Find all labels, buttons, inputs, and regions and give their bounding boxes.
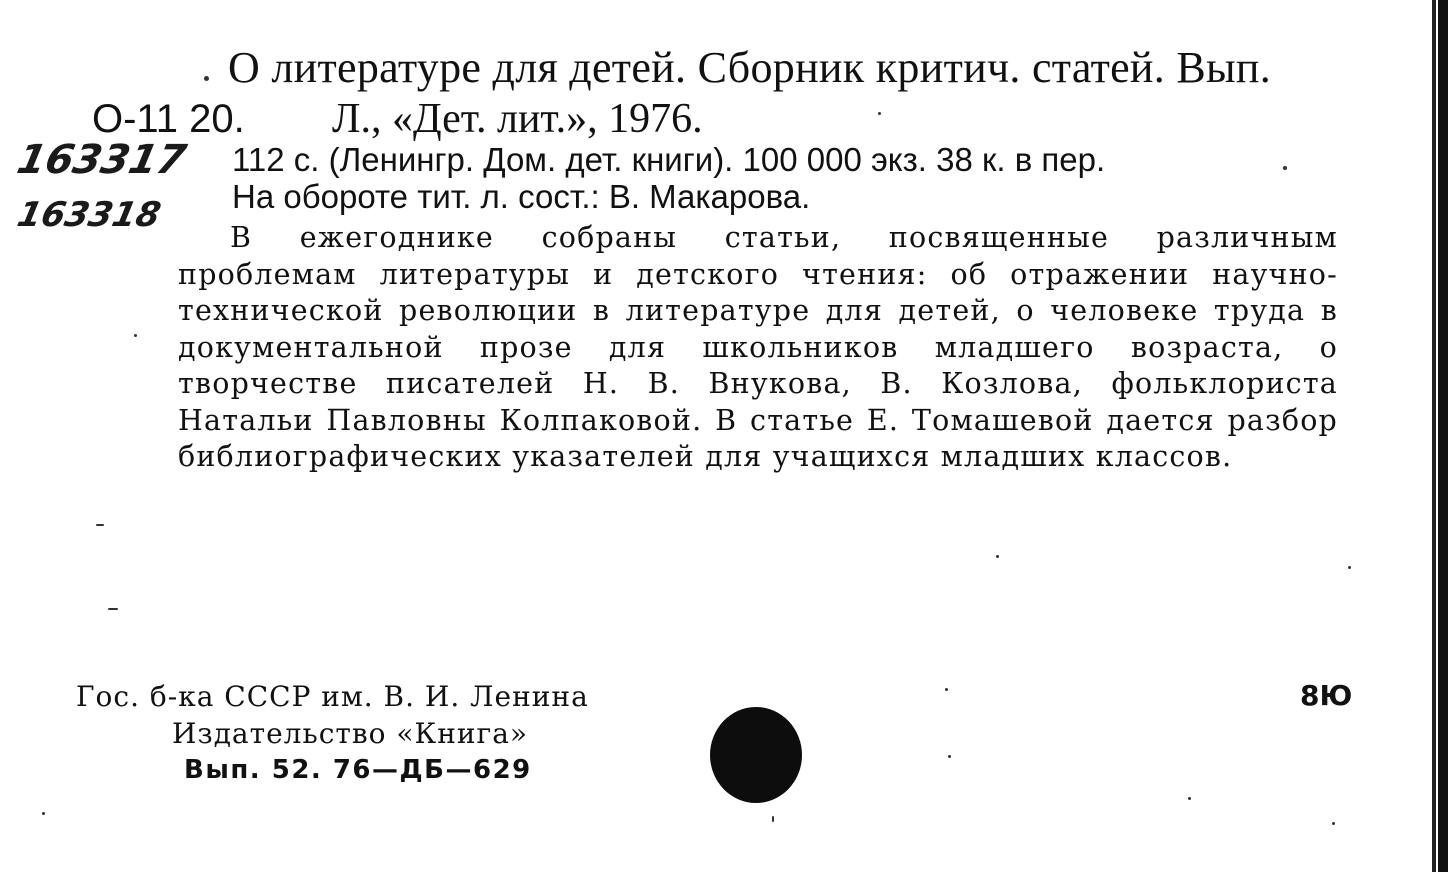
inventory-number-2: 163318 xyxy=(13,195,165,235)
speck xyxy=(1348,566,1351,569)
speck xyxy=(204,76,209,81)
card-title: О литературе для детей. Сборник критич. статей. Вып. xyxy=(228,43,1272,92)
inventory-number-1: 163317 xyxy=(13,137,190,183)
compiler-note: На обороте тит. л. сост.: В. Макарова. xyxy=(232,178,811,215)
card-edge xyxy=(1438,0,1448,872)
speck xyxy=(1188,797,1191,800)
speck xyxy=(1332,822,1335,825)
physical-description: 112 с. (Ленингр. Дом. дет. книги). 100 000 экз. 38 к. в пер. xyxy=(232,141,1106,178)
issue-number: 20. xyxy=(189,97,245,141)
library-name: Гос. б-ка СССР им. В. И. Ленина xyxy=(76,680,589,713)
speck xyxy=(96,524,104,526)
speck xyxy=(42,812,45,815)
speck xyxy=(772,816,774,822)
speck xyxy=(1283,166,1287,170)
speck xyxy=(948,755,951,758)
annotation-text: В ежегоднике собраны статьи, посвященные различным проблемам литературы и детского чтения: об отражении научно-технической революции в литературе для детей, о человеке труда в документальной прозе для школьников младшего возраста, о творчестве писателей Н. В. Внукова, В. Козлова, фольклориста Натальи Павловны Колпаковой. В статье Е. Томашевой дается разбор библиографических указателей для учащихся младших классов. xyxy=(178,221,1338,473)
speck xyxy=(945,688,948,691)
punch-hole xyxy=(710,707,802,803)
speck xyxy=(108,608,118,610)
speck xyxy=(878,112,881,115)
imprint: Л., «Дет. лит.», 1976. xyxy=(332,96,703,142)
catalog-number: 8Ю xyxy=(1300,679,1353,712)
shelf-code-line xyxy=(92,98,703,140)
shelf-code: О-11 xyxy=(92,97,178,141)
issue-code: Вып. 52. 76—ДБ—629 xyxy=(184,755,532,785)
speck xyxy=(134,334,137,337)
shelf-mark xyxy=(92,99,332,139)
speck xyxy=(996,555,999,558)
publisher-name: Издательство «Книга» xyxy=(172,717,529,750)
card-edge-line xyxy=(1432,0,1436,872)
